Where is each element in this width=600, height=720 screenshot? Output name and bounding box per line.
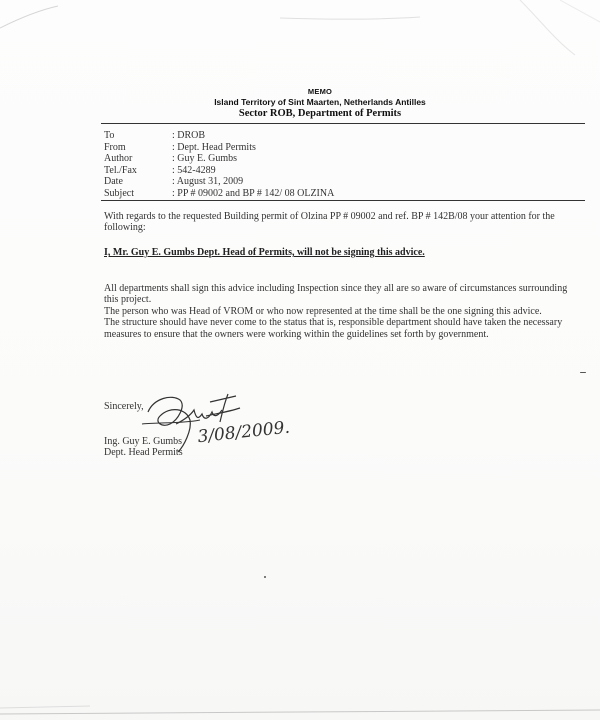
field-label: To [104, 130, 115, 141]
field-row-from [104, 142, 334, 154]
header-divider [101, 123, 585, 124]
handwritten-date: 3/08/2009. [196, 417, 291, 448]
signer-name: Ing. Guy E. Gumbs [104, 436, 183, 447]
intro-paragraph: With regards to the requested Building permit of Olzina PP # 09002 and ref. BP # 142B/08 your attention for the following: [104, 211, 555, 234]
body-paragraph: The structure should have never come to the status that is, responsible department should have taken the necessary measures to ensure that the owners were working within the guidelines set forth by government. [104, 317, 563, 340]
field-value: : Dept. Head Permits [172, 141, 256, 153]
field-label: Date [104, 176, 123, 188]
signer-title: Dept. Head Permits [104, 447, 183, 458]
fields-divider [101, 200, 585, 201]
field-value: : Guy E. Gumbs [172, 153, 237, 165]
memo-title: MEMO [307, 87, 333, 96]
memo-fields [104, 130, 334, 200]
field-value: : 542-4289 [172, 164, 216, 176]
field-value: : PP # 09002 and BP # 142/ 08 OLZINA [172, 187, 335, 199]
field-value: : August 31, 2009 [172, 176, 244, 188]
field-label: From [104, 141, 126, 153]
body-paragraph: The person who was Head of VROM or who now represented at the time shall be the one signing this advice. [104, 305, 542, 317]
scan-crease-top [0, 0, 600, 60]
scan-speck [580, 372, 586, 373]
refusal-statement: I, Mr. Guy E. Gumbs Dept. Head of Permits, will not be signing this advice. [104, 247, 425, 258]
memo-header [60, 87, 580, 120]
field-row-to [104, 130, 334, 142]
sector-name: Sector ROB, Department of Permits [238, 108, 402, 119]
field-label: Author [104, 153, 133, 165]
field-row-date [104, 176, 334, 188]
organization-name: Island Territory of Sint Maarten, Netherlands Antilles [214, 97, 426, 107]
closing-salutation: Sincerely, [104, 401, 144, 412]
field-value: : DROB [172, 130, 206, 141]
field-row-tel-fax [104, 165, 334, 177]
body-paragraphs [104, 283, 574, 340]
scan-crease-bottom [0, 690, 600, 720]
scan-speck [264, 576, 266, 578]
field-label: Subject [104, 187, 134, 199]
field-row-author [104, 153, 334, 165]
field-row-subject [104, 188, 334, 200]
body-paragraph: All departments shall sign this advice including Inspection since they all are so aware of circumstances surrounding this project. [104, 283, 568, 306]
field-label: Tel./Fax [104, 164, 137, 176]
